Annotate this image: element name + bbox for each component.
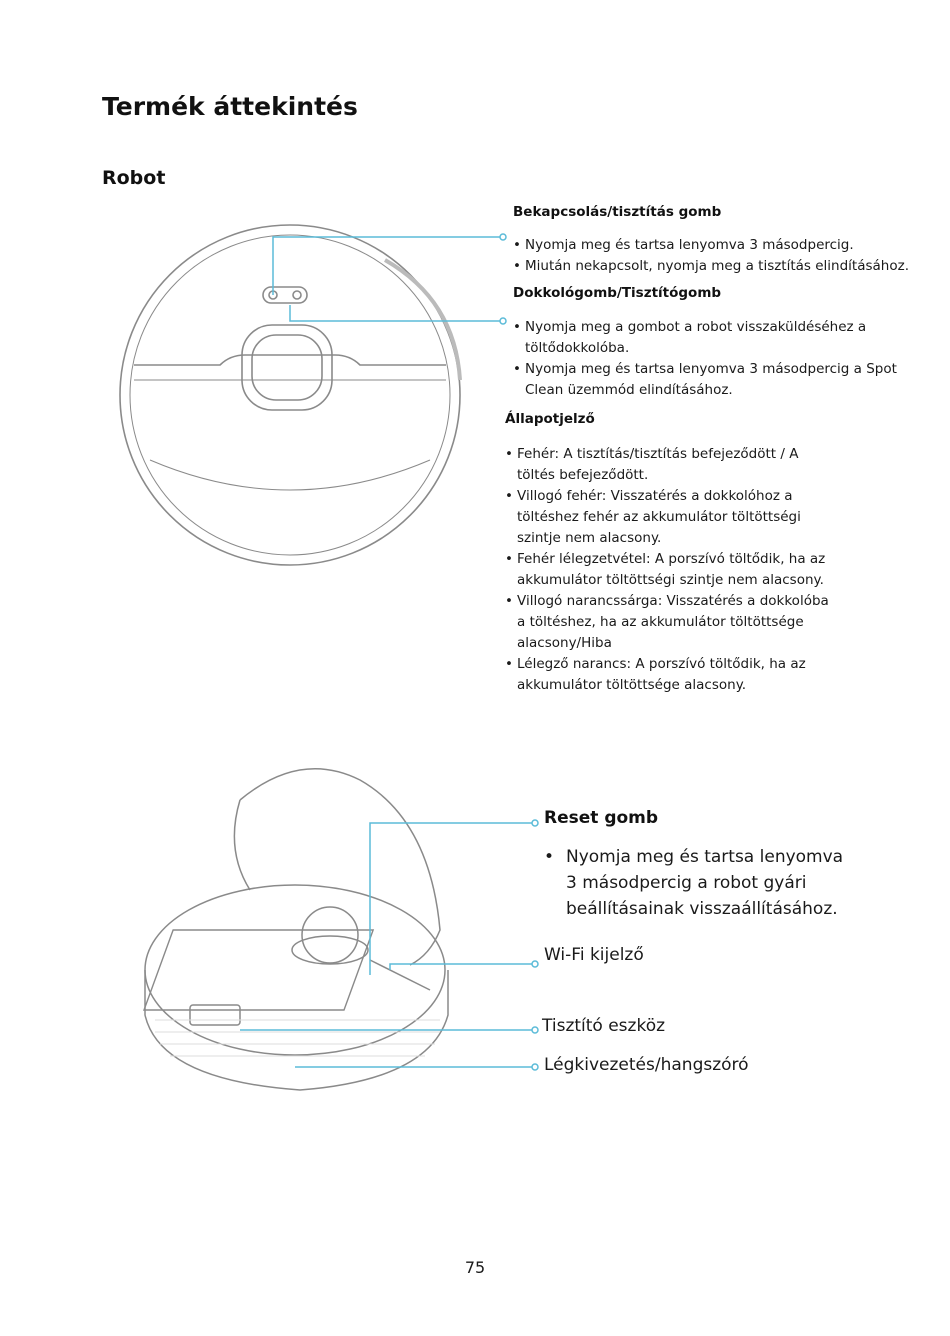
page-title: Termék áttekintés (102, 92, 358, 121)
dock-button-bullets (513, 317, 923, 401)
top-callout-lines (270, 230, 510, 330)
section-heading: Robot (102, 167, 166, 189)
list-item: • Villogó fehér: Visszatérés a dokkolóhoz a töltéshez fehér az akkumulátor töltöttségi szintje nem alacsony. (505, 486, 835, 549)
list-item: • Nyomja meg és tartsa lenyomva 3 másodpercig a Spot Clean üzemmód elindításához. (513, 359, 923, 401)
list-item: • Miután nekapcsolt, nyomja meg a tisztítás elindításához. (513, 256, 913, 277)
page-number: 75 (464, 1258, 486, 1277)
list-item: • Villogó narancssárga: Visszatérés a dokkolóba a töltéshez, ha az akkumulátor töltöttsége alacsony/Hiba (505, 591, 835, 654)
power-button-bullets (513, 235, 913, 277)
list-item: • Nyomja meg és tartsa lenyomva 3 másodpercig. (513, 235, 913, 256)
reset-button-bullets (544, 844, 844, 922)
reset-button-label: Reset gomb (544, 808, 659, 828)
dock-button-label: Dokkológomb/Tisztítógomb (513, 285, 722, 301)
list-item: • Lélegző narancs: A porszívó töltődik, ha az akkumulátor töltöttsége alacsony. (505, 654, 835, 696)
list-item: • Nyomja meg a gombot a robot visszaküldéséhez a töltődokkolóba. (513, 317, 923, 359)
power-button-label: Bekapcsolás/tisztítás gomb (513, 204, 722, 220)
air-outlet-speaker-label: Légkivezetés/hangszóró (544, 1055, 749, 1075)
list-item: • Fehér lélegzetvétel: A porszívó töltődik, ha az akkumulátor töltöttségi szintje nem alacsony. (505, 549, 835, 591)
wifi-indicator-label: Wi-Fi kijelző (544, 945, 644, 965)
list-item: • Nyomja meg és tartsa lenyomva 3 másodpercig a robot gyári beállításainak visszaállításához. (544, 847, 844, 919)
bottom-callout-lines (240, 815, 545, 1075)
cleaning-tool-label: Tisztító eszköz (542, 1016, 666, 1036)
status-indicator-bullets (505, 444, 835, 696)
list-item: • Fehér: A tisztítás/tisztítás befejeződött / A töltés befejeződött. (505, 444, 835, 486)
status-indicator-label: Állapotjelző (505, 411, 595, 427)
